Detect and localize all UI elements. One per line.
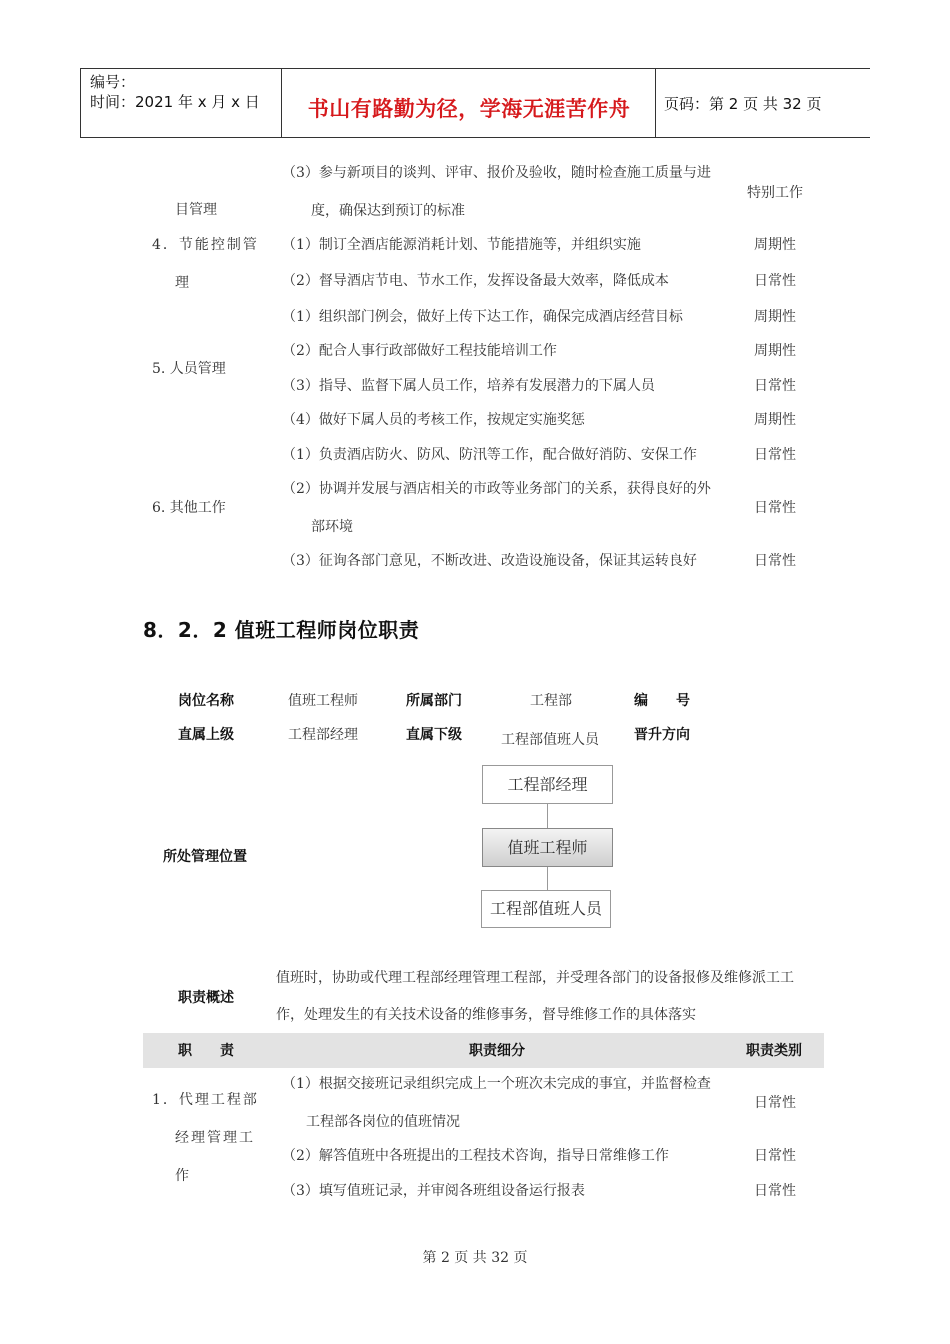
duty-type: 周期性	[754, 309, 796, 325]
summary-text: 值班时，协助或代理工程部经理管理工程部，并受理各部门的设备报修及维修派工工	[276, 970, 794, 986]
duty-detail: 度，确保达到预订的标准	[311, 203, 465, 219]
duty-detail: 工程部各岗位的值班情况	[306, 1114, 460, 1130]
duty-detail: （2）协调并发展与酒店相关的市政等业务部门的关系，获得良好的外	[282, 481, 711, 497]
duty-type: 周期性	[754, 412, 796, 428]
duty-detail: （2）督导酒店节电、节水工作，发挥设备最大效率，降低成本	[282, 273, 669, 289]
post-name-label: 岗位名称	[178, 693, 234, 709]
org-node-duty-staff: 工程部值班人员	[481, 890, 611, 928]
duty-label: 作	[175, 1168, 189, 1184]
column-header-duty: 职 责	[178, 1043, 234, 1059]
duty-type: 周期性	[754, 237, 796, 253]
org-connector	[547, 866, 548, 891]
org-connector	[547, 803, 548, 829]
duty-detail: （1）组织部门例会，做好上传下达工作，确保完成酒店经营目标	[282, 309, 683, 325]
duty-detail: （3）参与新项目的谈判、评审、报价及验收，随时检查施工质量与进	[282, 165, 711, 181]
header-page-number: 页码：第 2 页 共 32 页	[664, 95, 822, 113]
post-name-value: 值班工程师	[288, 693, 358, 709]
duty-detail: （4）做好下属人员的考核工作，按规定实施奖惩	[282, 412, 585, 428]
page-header	[80, 68, 870, 138]
duty-detail: （1）根据交接班记录组织完成上一个班次未完成的事宜，并监督检查	[282, 1076, 711, 1092]
duty-type: 特别工作	[747, 185, 803, 201]
page-footer: 第 2 页 共 32 页	[422, 1250, 528, 1266]
duty-detail: （3）指导、监督下属人员工作，培养有发展潜力的下属人员	[282, 378, 655, 394]
org-node-duty-engineer: 值班工程师	[482, 828, 613, 867]
dept-label: 所属部门	[406, 693, 462, 709]
duty-type: 日常性	[754, 378, 796, 394]
duty-type: 日常性	[754, 1148, 796, 1164]
header-divider	[80, 69, 81, 137]
subordinate-value: 工程部值班人员	[501, 732, 599, 748]
code-label: 编 号	[634, 693, 690, 709]
duty-label: 1．代理工程部	[152, 1092, 259, 1108]
duty-detail: （2）配合人事行政部做好工程技能培训工作	[282, 343, 557, 359]
duty-detail: （3）填写值班记录，并审阅各班组设备运行报表	[282, 1183, 585, 1199]
subordinate-label: 直属下级	[406, 727, 462, 743]
duty-detail: （3）征询各部门意见，不断改进、改造设施设备，保证其运转良好	[282, 553, 697, 569]
summary-label: 职责概述	[178, 990, 234, 1006]
superior-value: 工程部经理	[288, 727, 358, 743]
table-header-row	[143, 1033, 824, 1068]
summary-text: 作，处理发生的有关技术设备的维修事务，督导维修工作的具体落实	[276, 1007, 696, 1023]
duty-label: 6. 其他工作	[152, 500, 226, 516]
duty-label: 经理管理工	[175, 1130, 255, 1146]
duty-type: 日常性	[754, 553, 796, 569]
dept-value: 工程部	[530, 693, 572, 709]
duty-type: 周期性	[754, 343, 796, 359]
duty-type: 日常性	[754, 273, 796, 289]
position-label: 所处管理位置	[163, 849, 247, 865]
doc-date: 时间：2021 年 x 月 x 日	[90, 93, 260, 111]
duty-detail: （1）负责酒店防火、防风、防汛等工作，配合做好消防、安保工作	[282, 447, 697, 463]
duty-label: 理	[175, 275, 189, 291]
header-motto: 书山有路勤为径，学海无涯苦作舟	[307, 97, 631, 121]
column-header-detail: 职责细分	[469, 1043, 525, 1059]
duty-detail: 部环境	[311, 519, 353, 535]
duty-detail: （1）制订全酒店能源消耗计划、节能措施等，并组织实施	[282, 237, 641, 253]
duty-type: 日常性	[754, 1183, 796, 1199]
column-header-type: 职责类别	[746, 1043, 802, 1059]
duty-type: 日常性	[754, 1095, 796, 1111]
section-heading: 8．2．2 值班工程师岗位职责	[143, 618, 420, 642]
duty-detail: （2）解答值班中各班提出的工程技术咨询，指导日常维修工作	[282, 1148, 669, 1164]
duty-type: 日常性	[754, 447, 796, 463]
promotion-label: 晋升方向	[634, 727, 690, 743]
duty-label: 目管理	[175, 202, 217, 218]
duty-label: 5. 人员管理	[152, 361, 226, 377]
duty-type: 日常性	[754, 500, 796, 516]
superior-label: 直属上级	[178, 727, 234, 743]
org-node-manager: 工程部经理	[482, 765, 613, 804]
duty-label: 4．节能控制管	[152, 237, 259, 253]
doc-id-label: 编号：	[90, 73, 136, 91]
